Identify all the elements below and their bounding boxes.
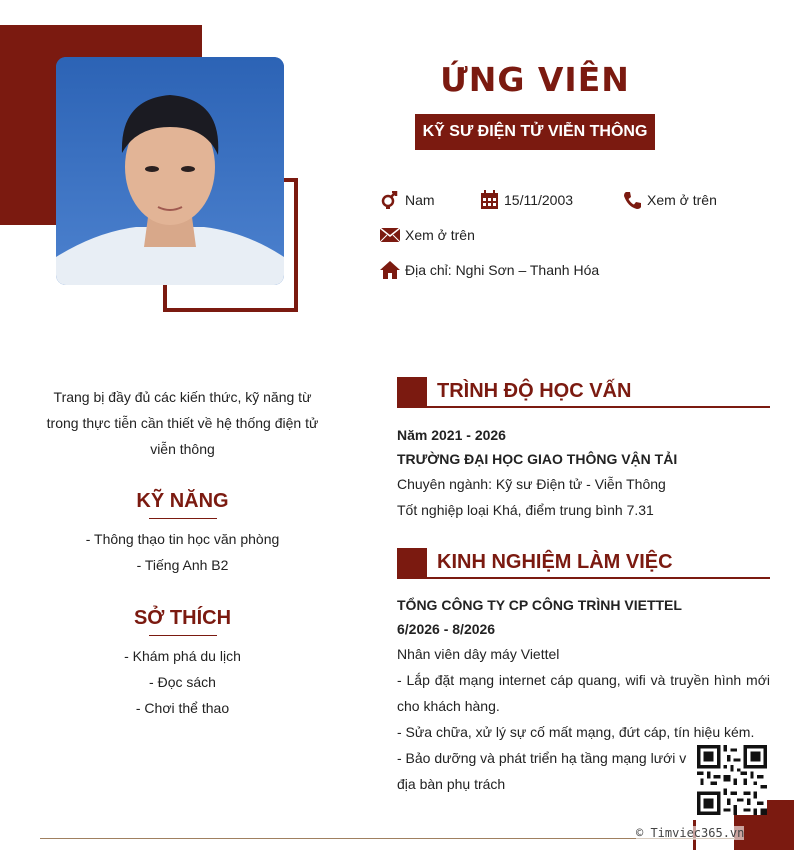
summary-line: trong thực tiễn cần thiết về hệ thống điện tử xyxy=(46,415,319,431)
home-icon xyxy=(380,260,400,280)
experience-heading: KINH NGHIỆM LÀM VIỆC xyxy=(437,551,673,573)
hobbies-heading-underline xyxy=(149,635,217,636)
summary xyxy=(40,384,325,462)
experience-line: cho khách hàng. xyxy=(397,698,500,714)
experience-heading-rule xyxy=(397,577,770,579)
skills-heading-underline xyxy=(149,518,217,519)
calendar-icon xyxy=(479,190,499,210)
experience-line: - Bảo dưỡng và phát triển hạ tầng mạng lưới v xyxy=(397,750,687,766)
phone-icon xyxy=(622,190,642,210)
experience-heading-block xyxy=(397,548,427,578)
education-result: Tốt nghiệp loại Khá, điểm trung bình 7.31 xyxy=(397,502,654,518)
experience-position: Nhân viên dây máy Viettel xyxy=(397,646,560,662)
gender-text: Nam xyxy=(405,192,435,208)
list-item: - Chơi thể thao xyxy=(135,700,230,716)
bottom-rule xyxy=(40,838,735,839)
birthday-info xyxy=(479,190,573,210)
avatar xyxy=(56,57,284,285)
education-heading: TRÌNH ĐỘ HỌC VẤN xyxy=(437,380,632,402)
experience-period: 6/2026 - 8/2026 xyxy=(397,621,496,637)
experience-line: - Lắp đặt mạng internet cáp quang, wifi và truyền hình mới xyxy=(397,672,770,688)
education-period: Năm 2021 - 2026 xyxy=(397,427,506,443)
gender-icon xyxy=(380,190,400,210)
list-item: - Khám phá du lịch xyxy=(124,648,241,664)
experience-line: địa bàn phụ trách xyxy=(397,776,506,792)
email-text: Xem ở trên xyxy=(405,227,475,243)
phone-info xyxy=(622,190,717,210)
skills-list xyxy=(40,526,325,578)
hobbies-heading: SỞ THÍCH xyxy=(133,607,232,629)
experience-line: - Sửa chữa, xử lý sự cố mất mạng, đứt cáp, tín hiệu kém. xyxy=(397,724,755,740)
email-icon xyxy=(380,225,400,245)
summary-line: Trang bị đầy đủ các kiến thức, kỹ năng từ xyxy=(53,389,312,405)
watermark: © Timviec365.vn xyxy=(636,826,745,840)
hobbies-list xyxy=(40,643,325,721)
address-text: Địa chỉ: Nghi Sơn – Thanh Hóa xyxy=(405,262,600,278)
job-title: KỸ SƯ ĐIỆN TỬ VIỄN THÔNG xyxy=(415,114,655,150)
list-item: - Đọc sách xyxy=(149,674,216,690)
birthday-text: 15/11/2003 xyxy=(504,192,574,208)
education-heading-rule xyxy=(397,406,770,408)
summary-line: viễn thông xyxy=(150,441,215,457)
list-item: - Tiếng Anh B2 xyxy=(136,557,229,573)
education-heading-block xyxy=(397,377,427,407)
list-item: - Thông thạo tin học văn phòng xyxy=(85,531,280,547)
gender-info xyxy=(380,190,435,210)
email-info xyxy=(380,225,475,245)
education-school: TRƯỜNG ĐẠI HỌC GIAO THÔNG VẬN TẢI xyxy=(397,451,678,467)
phone-text: Xem ở trên xyxy=(647,192,717,208)
skills-heading: KỸ NĂNG xyxy=(136,490,229,512)
experience-company: TỔNG CÔNG TY CP CÔNG TRÌNH VIETTEL xyxy=(397,597,682,613)
education-major: Chuyên ngành: Kỹ sư Điện tử - Viễn Thông xyxy=(397,476,666,492)
address-info xyxy=(380,260,599,280)
qr-code-icon xyxy=(697,745,767,815)
candidate-name: ỨNG VIÊN xyxy=(440,60,630,99)
